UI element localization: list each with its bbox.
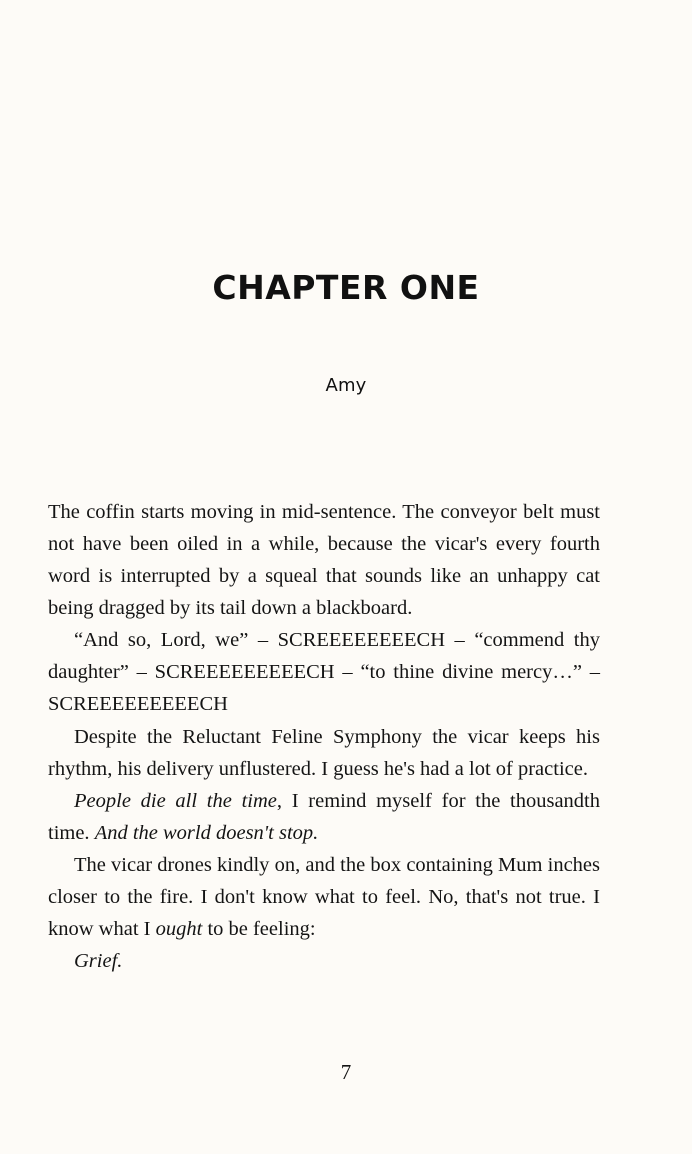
paragraph: The vicar drones kindly on, and the box containing Mum inches closer to the fire. I don't know what to feel. No, that's not true. I know what I ought to be feeling: [48,853,600,941]
emphasis-text: Grief. [74,950,123,973]
emphasis-text: And the world doesn't stop. [94,821,319,844]
body-text [48,496,600,977]
paragraph [48,945,600,977]
emphasis-text: People die all the time [74,789,277,812]
paragraph: People die all the time, I remind myself for the thousandth time. And the world doesn't stop. [48,789,600,844]
narrator-label: Amy [325,375,367,396]
paragraph: The coffin starts moving in mid-sentence. The conveyor belt must not have been oiled in a while, because the vicar's every fourth word is interrupted by a squeal that sounds like an unhappy cat being dragged by its tail down a blackboard. [48,501,600,620]
page-number: 7 [340,1060,352,1084]
page-title: CHAPTER ONE [212,268,480,307]
paragraph: Despite the Reluctant Feline Symphony the vicar keeps his rhythm, his delivery unflustered. I guess he's had a lot of practice. [48,725,600,780]
emphasis-text: ought [155,918,203,941]
paragraph: “And so, Lord, we” – SCREEEEEEEECH – “commend thy daughter” – SCREEEEEEEEECH – “to thine divine mercy…” – SCREEEEEEEEECH [48,629,600,716]
